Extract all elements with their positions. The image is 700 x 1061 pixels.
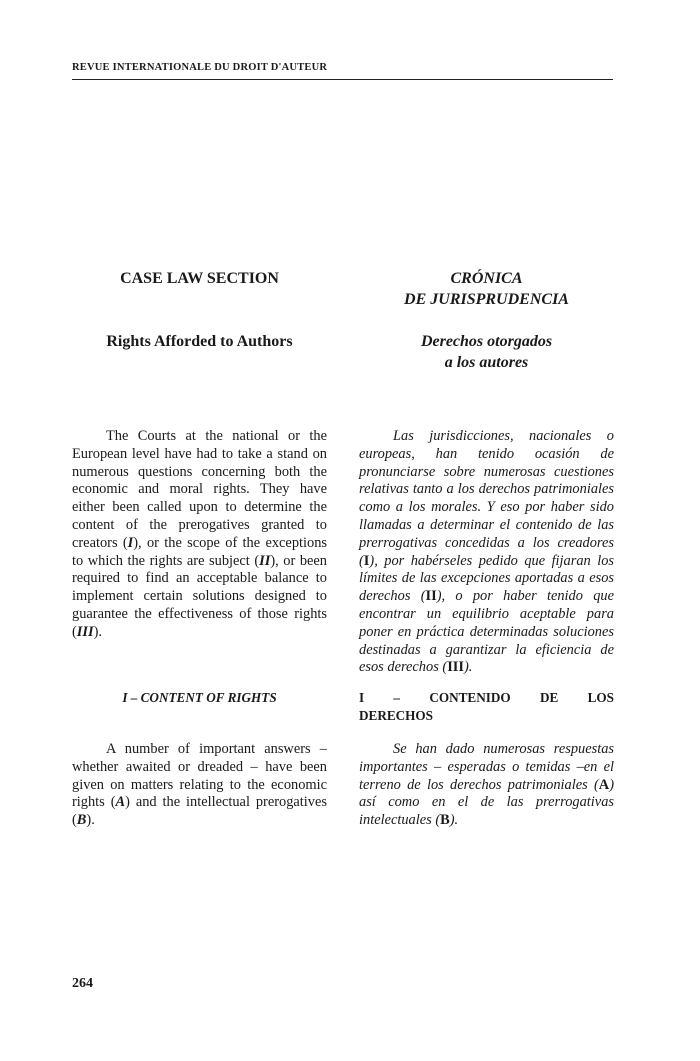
header-rule — [72, 79, 613, 80]
heading-content-of-rights-en: I – CONTENT OF RIGHTS — [122, 690, 277, 705]
subtitle-es-line-2: a los autores — [444, 354, 529, 371]
heading-contenido-es — [359, 689, 614, 725]
subtitle-es-line-1: Derechos otorgados — [420, 333, 553, 350]
page-number: 264 — [72, 976, 93, 991]
heading-contenido-es-line-1: I – CONTENIDO DE LOS — [359, 690, 614, 705]
heading-contenido-es-line-2: DERECHOS — [359, 707, 434, 723]
section-title-en: CASE LAW SECTION — [120, 270, 279, 287]
subtitle-es — [359, 331, 614, 373]
intro-paragraph-en: The Courts at the national or the European level have had to take a stand on numerous questions concerning both the economic and moral rights. They have either been called upon to determine the content of the prerogatives granted to creators (I), or the scope of the exceptions to which the rights are subject (II), or been required to find an acceptable balance to implement certain solutions designed to guarantee the effectiveness of those rights (III). — [72, 428, 327, 640]
section-title-es-line-2: DE JURISPRUDENCIA — [404, 291, 569, 308]
body-paragraph-en: A number of important answers – whether awaited or dreaded – have been given on matters relating to the economic rights (A) and the intellectual prerogatives (B). — [72, 741, 327, 829]
subtitle-en: Rights Afforded to Authors — [106, 333, 293, 350]
body-paragraph-es: Se han dado numerosas respuestas importantes – esperadas o temidas –en el terreno de los derechos patrimoniales (A) así como en el de las prerrogativas intelectuales (B). — [359, 741, 614, 829]
section-title-es-line-1: CRÓNICA — [450, 270, 523, 287]
section-title-es — [359, 268, 614, 310]
intro-paragraph-es: Las jurisdicciones, nacionales o europeas, han tenido ocasión de pronunciarse sobre numerosas cuestiones relativas tanto a los derechos patrimoniales como a los morales. Y eso por haber sido llamadas a determinar el contenido de las prerrogativas concedidas a los creadores (I), por habérseles pedido que fijaran los límites de las excepciones aportadas a esos derechos (II), o por haber tenido que encontrar un equilibrio aceptable para poner en práctica determinadas soluciones destinadas a garantizar la eficiencia de esos derechos (III). — [359, 428, 614, 676]
running-head: REVUE INTERNATIONALE DU DROIT D'AUTEUR — [72, 62, 328, 73]
